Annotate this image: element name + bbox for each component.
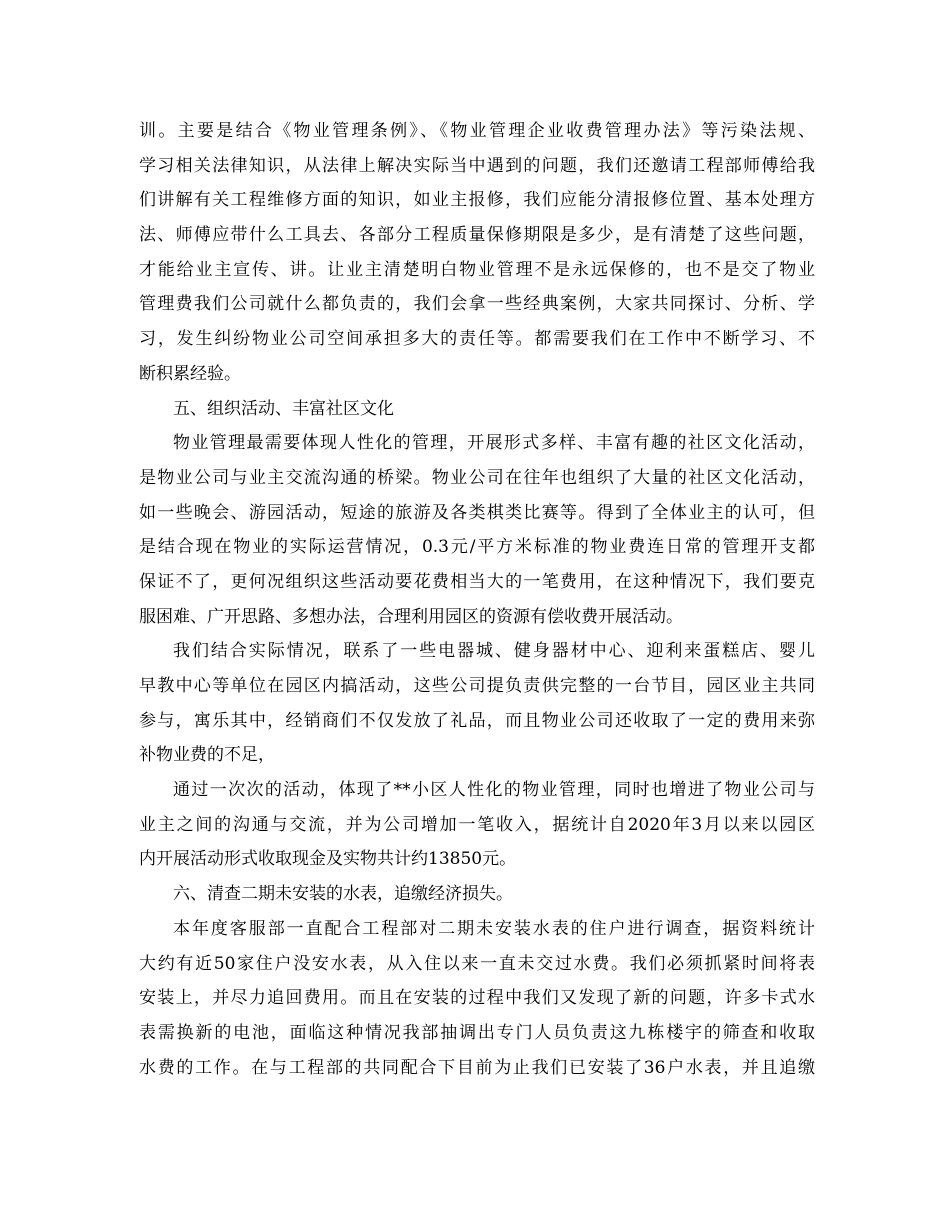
paragraph-line: 补物业费的不足，	[139, 745, 275, 766]
paragraph-line: 参与，寓乐其中，经销商们不仅发放了礼品，而且物业公司还收取了一定的费用来弥	[139, 710, 815, 731]
paragraph-line: 们讲解有关工程维修方面的知识，如业主报修，我们应能分清报修位置、基本处理方	[139, 190, 815, 211]
paragraph-line: 大约有近50家住户没安水表，从入住以来一直未交过水费。我们必须抓紧时间将表	[139, 953, 815, 974]
paragraph-line: 早教中心等单位在园区内搞活动，这些公司提负责供完整的一台节目，园区业主共同	[139, 676, 815, 696]
paragraph-line: 是物业公司与业主交流沟通的桥梁。物业公司在往年也组织了大量的社区文化活动，	[139, 467, 815, 488]
paragraph-line: 业主之间的沟通与交流，并为公司增加一笔收入，据统计自2020年3月以来以园区	[139, 814, 815, 835]
paragraph-first-line: 五、组织活动、丰富社区文化	[173, 398, 394, 419]
paragraph-line: 才能给业主宣传、讲。让业主清楚明白物业管理不是永远保修的，也不是交了物业	[139, 259, 815, 280]
paragraph-line: 如一些晚会、游园活动，短途的旅游及各类棋类比赛等。得到了全体业主的认可，但	[139, 502, 815, 523]
paragraph-first-line: 本年度客服部一直配合工程部对二期未安装水表的住户进行调查，据资料统计	[173, 918, 815, 939]
paragraph-first-line: 六、清查二期未安装的水表，追缴经济损失。	[173, 884, 513, 905]
paragraph-line: 管理费我们公司就什么都负责的，我们会拿一些经典案例，大家共同探讨、分析、学	[139, 294, 815, 315]
paragraph-line: 训。主要是结合《物业管理条例》、《物业管理企业收费管理办法》等污染法规、	[139, 121, 815, 141]
paragraph-first-line: 我们结合实际情况，联系了一些电器城、健身器材中心、迎利来蛋糕店、婴儿	[173, 641, 815, 662]
paragraph-line: 习，发生纠纷物业公司空间承担多大的责任等。都需要我们在工作中不断学习、不	[139, 329, 815, 350]
paragraph-line: 断积累经验。	[139, 363, 241, 384]
paragraph-line: 学习相关法律知识，从法律上解决实际当中遇到的问题，我们还邀请工程部师傅给我	[139, 155, 815, 176]
paragraph-line: 安装上，并尽力追回费用。而且在安装的过程中我们又发现了新的问题，许多卡式水	[139, 988, 815, 1009]
paragraph-line: 水费的工作。在与工程部的共同配合下目前为止我们已安装了36户水表，并且追缴	[139, 1057, 815, 1078]
paragraph-line: 保证不了，更何况组织这些活动要花费相当大的一笔费用，在这种情况下，我们要克	[139, 571, 815, 592]
paragraph-line: 表需换新的电池，面临这种情况我部抽调出专门人员负责这九栋楼宇的筛查和收取	[139, 1022, 815, 1043]
paragraph-line: 内开展活动形式收取现金及实物共计约13850元。	[139, 849, 517, 870]
paragraph-line: 是结合现在物业的实际运营情况，0.3元/平方米标准的物业费连日常的管理开支都	[139, 537, 815, 558]
paragraph-first-line: 通过一次次的活动，体现了**小区人性化的物业管理，同时也增进了物业公司与	[173, 780, 815, 801]
paragraph-line: 服困难、广开思路、多想办法，合理利用园区的资源有偿收费开展活动。	[139, 606, 683, 627]
document-body	[139, 114, 815, 1085]
paragraph-line: 法、师傅应带什么工具去、各部分工程质量保修期限是多少，是有清楚了这些问题，	[139, 225, 815, 246]
paragraph-first-line: 物业管理最需要体现人性化的管理，开展形式多样、丰富有趣的社区文化活动，	[173, 433, 815, 454]
